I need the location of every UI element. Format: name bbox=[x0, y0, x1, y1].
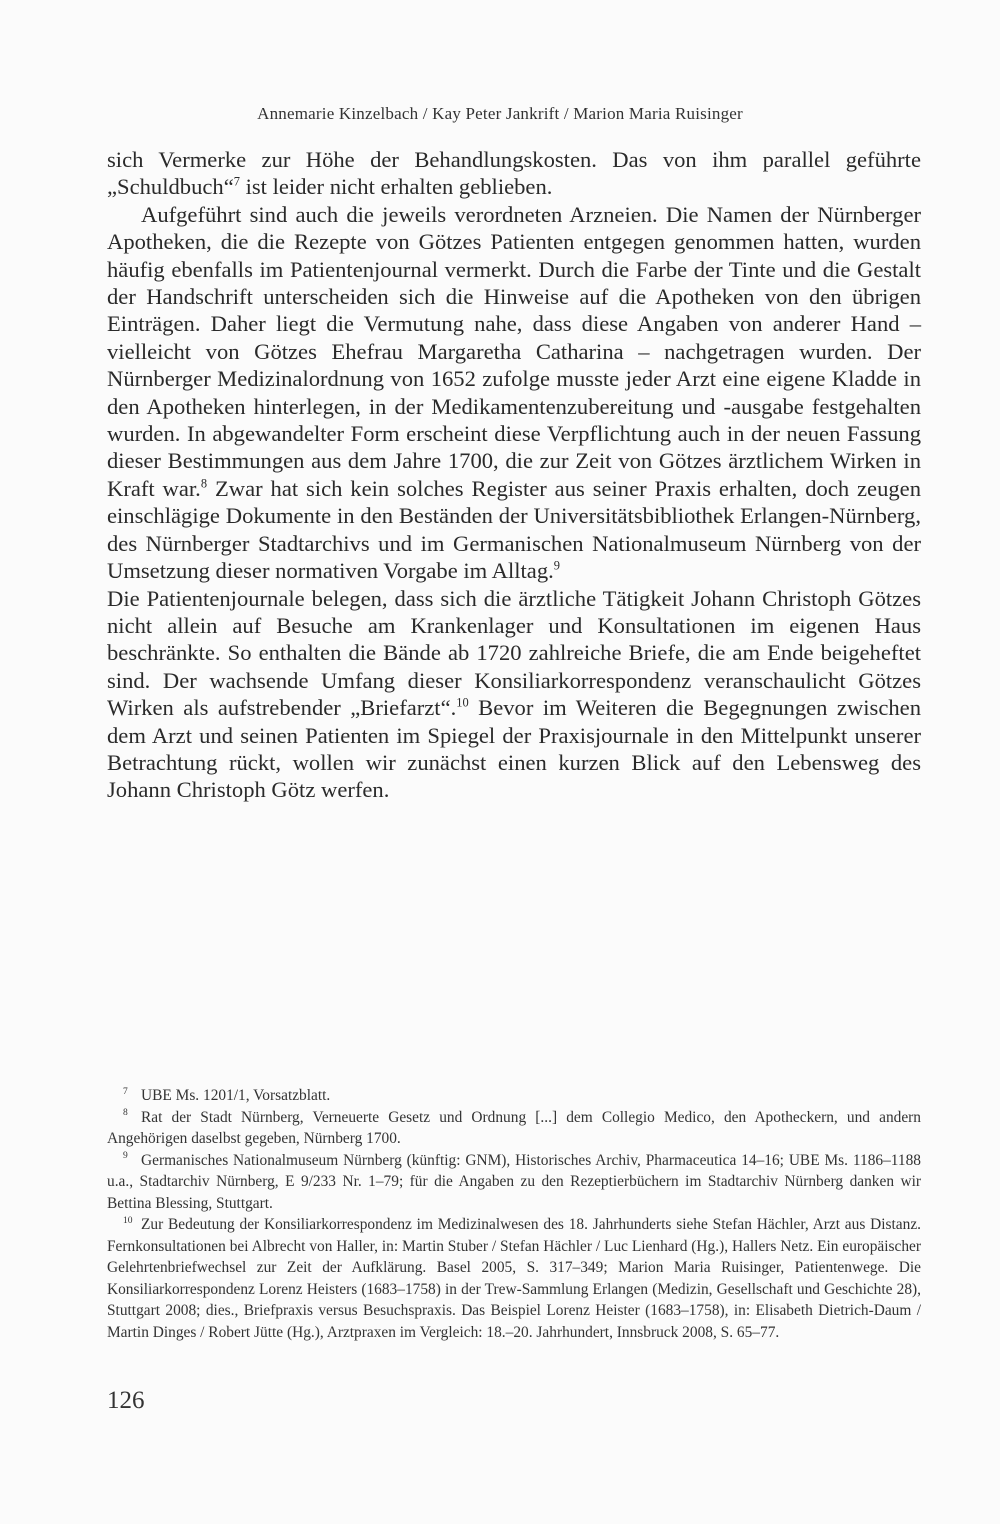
footnote-text: Rat der Stadt Nürnberg, Verneuerte Gesetz und Ordnung [...] dem Collegio Medico, den Apotheckern, und andern Angehörigen daselbst gegeben, Nürnberg 1700. bbox=[107, 1108, 921, 1147]
running-header: Annemarie Kinzelbach / Kay Peter Jankrift / Marion Maria Ruisinger bbox=[257, 104, 743, 123]
footnote-text: Germanisches Nationalmuseum Nürnberg (künftig: GNM), Historisches Archiv, Pharmaceutica 14–16; UBE Ms. 1186–1188 u.a., Stadtarchiv Nürnberg, E 9/233 Nr. 1–79; für die Angaben zu den Rezeptierbüchern im Stadtarchiv Nürnberg danken wir Bettina Blessing, Stuttgart. bbox=[107, 1151, 921, 1212]
footnote: 10 Zur Bedeutung der Konsiliarkorrespondenz im Medizinalwesen des 18. Jahrhunderts siehe Stefan Hächler, Arzt aus Distanz. Fernkonsultationen bei Albrecht von Haller, in: Martin Stuber / Stefan Hächler / Luc Lienhard (Hg.), Hallers Netz. Ein europäischer Gelehrtenbriefwechsel zur Zeit der Aufklärung. Basel 2005, S. 317–349; Marion Maria Ruisinger, Patientenwege. Die Konsiliarkorrespondenz Lorenz Heisters (1683–1758) in der Trew-Sammlung Erlangen (Medizin, Gesellschaft und Geschichte 28), Stuttgart 2008; dies., Briefpraxis versus Besuchspraxis. Das Beispiel Lorenz Heister (1683–1758), in: Elisabeth Dietrich-Daum / Martin Dinges / Robert Jütte (Hg.), Arztpraxen im Vergleich: 18.–20. Jahrhundert, Innsbruck 2008, S. 65–77. bbox=[107, 1214, 921, 1341]
paragraph-text: Die Patientenjournale belegen, dass sich die ärztliche Tätigkeit Johann Christoph Götzes nicht allein auf Besuche am Krankenlager und Konsultationen im eigenen Haus beschränkte. So enthalten die Bände ab 1720 zahlreiche Briefe, die am Ende beigeheftet sind. Der wachsende Umfang dieser Konsiliarkorrespondenz veranschaulicht Götzes Wirken als aufstrebender „Briefarzt“. bbox=[107, 585, 921, 721]
footnote-ref: 7 bbox=[233, 174, 240, 189]
footnote-text: Zur Bedeutung der Konsiliarkorrespondenz im Medizinalwesen des 18. Jahrhunderts siehe Stefan Hächler, Arzt aus Distanz. Fernkonsultationen bei Albrecht von Haller, in: Martin Stuber / Stefan Hächler / Luc Lienhard (Hg.), Hallers Netz. Ein europäischer Gelehrtenbriefwechsel zur Zeit der Aufklärung. Basel 2005, S. 317–349; Marion Maria Ruisinger, Patientenwege. Die Konsiliarkorrespondenz Lorenz Heisters (1683–1758) in der Trew-Sammlung Erlangen (Medizin, Gesellschaft und Geschichte 28), Stuttgart 2008; dies., Briefpraxis versus Besuchspraxis. Das Beispiel Lorenz Heister (1683–1758), in: Elisabeth Dietrich-Daum / Martin Dinges / Robert Jütte (Hg.), Arztpraxen im Vergleich: 18.–20. Jahrhundert, Innsbruck 2008, S. 65–77. bbox=[107, 1216, 921, 1341]
paragraph bbox=[107, 146, 921, 201]
footnote: 9 Germanisches Nationalmuseum Nürnberg (künftig: GNM), Historisches Archiv, Pharmaceutica 14–16; UBE Ms. 1186–1188 u.a., Stadtarchiv Nürnberg, E 9/233 Nr. 1–79; für die Angaben zu den Rezeptierbüchern im Stadtarchiv Nürnberg danken wir Bettina Blessing, Stuttgart. bbox=[107, 1150, 921, 1212]
footnote-ref: 9 bbox=[553, 558, 560, 573]
footnote-ref: 8 bbox=[200, 476, 208, 491]
paragraph-text: Aufgeführt sind auch die jeweils verordneten Arzneien. Die Namen der Nürnberger Apotheken, die die Rezepte von Götzes Patienten entgegen genommen hatten, wurden häufig ebenfalls im Patientenjournal vermerkt. Durch die Farbe der Tinte und die Gestalt der Handschrift unterscheiden sich die Hinweise auf die Apotheken von den übrigen Einträgen. Daher liegt die Vermutung nahe, dass diese Angaben von anderer Hand – vielleicht von Götzes Ehefrau Margaretha Catharina – nachgetragen wurden. Der Nürnberger Medizinalordnung von 1652 zufolge musste jeder Arzt eine eigene Kladde in den Apotheken hinterlegen, in der Medikamentenzubereitung und -ausgabe festgehalten wurden. In abgewandelter Form erscheint diese Verpflichtung auch in der neuen Fassung dieser Bestimmungen aus dem Jahre 1700, die zur Zeit von Götzes ärztlichem Wirken in Kraft war. bbox=[107, 201, 921, 501]
paragraph-text: ist leider nicht erhalten geblieben. bbox=[239, 174, 553, 200]
paragraph bbox=[107, 201, 921, 585]
page-number: 126 bbox=[107, 1387, 145, 1414]
body-text bbox=[107, 146, 921, 804]
paragraph bbox=[107, 585, 921, 804]
footnote-ref: 10 bbox=[456, 695, 469, 710]
footnotes bbox=[107, 1085, 921, 1343]
footnote-text: UBE Ms. 1201/1, Vorsatzblatt. bbox=[141, 1087, 331, 1104]
paragraph-text: Bevor im Weiteren die Begegnungen zwischen dem Arzt und seinen Patienten im Spiegel der Praxisjournale in den Mittelpunkt unserer Betrachtung rückt, wollen wir zunächst einen kurzen Blick auf den Lebensweg des Johann Christoph Götz werfen. bbox=[107, 695, 921, 803]
footnote: 7 UBE Ms. 1201/1, Vorsatzblatt. bbox=[123, 1085, 331, 1104]
footnote: 8 Rat der Stadt Nürnberg, Verneuerte Gesetz und Ordnung [...] dem Collegio Medico, den Apotheckern, und andern Angehörigen daselbst gegeben, Nürnberg 1700. bbox=[107, 1107, 921, 1147]
paragraph-text: sich Vermerke zur Höhe der Behandlungskosten. Das von ihm parallel geführte „Schuldbuch“ bbox=[107, 147, 921, 200]
paragraph-text: Zwar hat sich kein solches Register aus seiner Praxis erhalten, doch zeugen einschlägige Dokumente in den Beständen der Universitätsbibliothek Erlangen-Nürnberg, des Nürnberger Stadtarchivs und im Germanischen Nationalmuseum Nürnberg von der Umsetzung dieser normativen Vorgabe im Alltag. bbox=[107, 475, 921, 584]
